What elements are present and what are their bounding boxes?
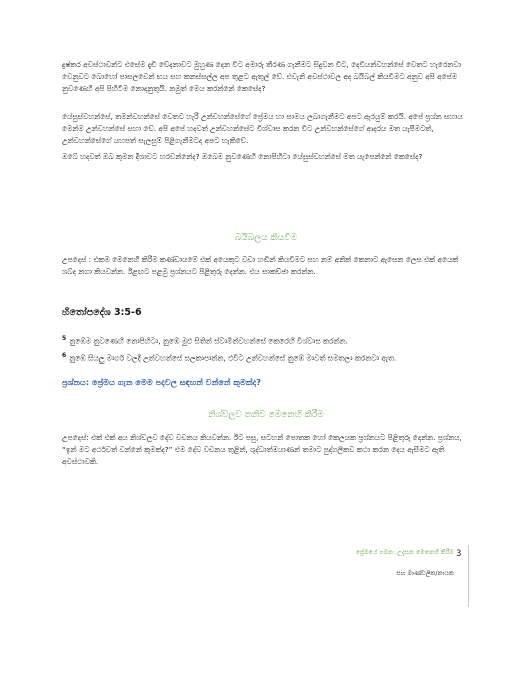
silent-meditation-instruction: උපදෙස්: එක් එක් අය නිශ්චලව දේව වචනය කියවන්න. ඊට පසු, සටහන් පොතක හෝ කෙලයක ප්‍රශ්නයට පිළිතුරු දෙන්න. ප්‍රශ්නය, “ඉන් මට අර්ථවත් වන්නේ කුමක්ද?” එම දේව වචනය තුළින්, ශුද්ධාත්මයාණන් තමාට පුද්ගලිකව කථා කරන දෙය ඇසීමට ඇති අවස්ථාවකි.	[62, 433, 462, 467]
verse-text: නුඹේම නුවණෙහි නොපිහිටා, නුඹේ මුළු සිතින් ස්වාමීන්වහන්සේ කෙරෙහි විශ්වාස කරන්න.	[69, 336, 348, 346]
footer-divider	[468, 545, 469, 607]
body-paragraph-3: ඔබේ හදවත් ඔබ කුමන දිශාවට හරවන්නේද? ඔබෙම නුවණෙහි නොපිහිටා යේසුස්වහන්සේ මත යැපෙන්නේ කෙසේද?	[62, 152, 423, 161]
bible-reading-instruction: උපදෙස් : එකම මෙනෙහි කිරීම කණ්ඩායමේ එක් අයෙකුට වඩා හඬින් කියවීමට සහ නම් අනික් කෙනාට ඇසෙන ලෙස එක් අයෙක් ශබ්ද නගා කියවන්න. ඊළඟට පළමු ප්‍රශ්නයට පිළිතුරු දෙන්න. එය සාකච්ඡා කරන්න.	[62, 255, 459, 277]
body-paragraph-1: දුෂ්කර අවස්ථාවන්ට එසේම දැඩි වේදනාවට මුහුණ දෙන විට අමාරු තීරණ ගැනීමට සිදුවන විට, දෙවියන්වහන්සේ වෙතට හැරෙනවා වෙනුවට බොහෝ පාසලවෙන් භය සහ කනස්සල්ල අප තුළට ඇතුල් වේ. එවැනි අවස්ථාවල අද බයිබල් කියවීමට අනුව අපි අපේම නුවණෙහි අපි පිහිටීම නොදනුතුයි. නමුත් මෙය කරන්නේ කෙසේද?	[62, 60, 462, 94]
verse-text: නුඹේ සියලු මාර්ග වලදී උන්වහන්සේ සලකාපාන්න, එවිට උන්වහන්සේ නුඹේ මාවත් සමතලා කරනවා ඇත.	[69, 353, 397, 363]
verse-5	[62, 333, 470, 347]
body-paragraph-2: යේසුස්වහන්සේ, තමන්වහන්සේ වෙතට හැරී උන්වහන්සේගේ ප්‍රේමය හා සාමය ලබාගැනීමට අපට ඇරයුම් කරයි. අපේ ප්‍රශ්න සහාය මෙන්ම උන්වහන්සේ සහා වේ. අපි අපේ හදවත් උන්වහන්සේට විශ්වාස කරන විට උන්වහන්සේගේ ආදරය මත යැපීමටත්, උන්වහන්සේගේ යහපත් සැලසුම් පිළිගැනීමටද අපට හැකිවේ.	[62, 112, 463, 146]
footer-series-title: ප්‍රේමයේ ගමන: උදැසන මෙනෙහි කිරීම	[355, 549, 454, 556]
scripture-reference: හිතෝපදේශ 3:5-6	[62, 307, 142, 318]
verse-number: 6	[62, 352, 67, 359]
footer-subtitle: සහ මාණ්ඩලික/නායක	[396, 570, 454, 577]
silent-meditation-title: නිශ්චලව තනිව මෙනෙහි කිරීම	[208, 410, 324, 420]
verse-number: 5	[62, 335, 67, 342]
page-number: 3	[456, 549, 462, 559]
bible-reading-title: බයිබලය කියවීම	[234, 233, 298, 243]
verse-6	[62, 350, 470, 364]
question-prompt: ප්‍රශ්නය: ප්‍රේමය ගැන මෙම පදවල සඳහන් වන්නේ කුමක්ද?	[62, 377, 261, 387]
